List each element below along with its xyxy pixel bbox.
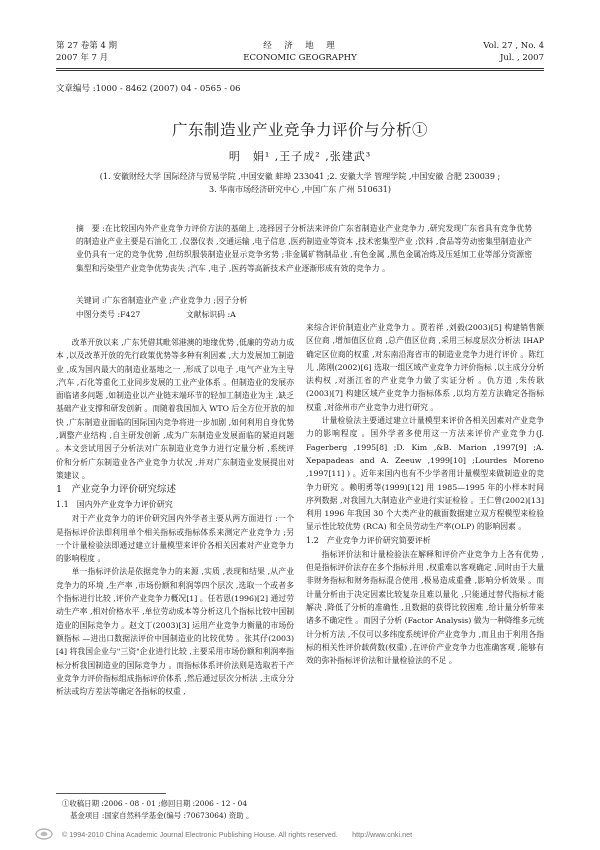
affiliation-line: (1. 安徽财经大学 国际经济与贸易学院 ,中国安徽 蚌埠 233041 ;2. 安徽大学 管理学院 ,中国安徽 合肥 230039 ;: [99, 172, 501, 181]
header-date-en: Jul. , 2007: [499, 53, 544, 63]
abstract: 摘 要 :在比较国内外产业竞争力评价方法的基础上 ,选择因子分析法来评价广东省制造业产业竞争力 ,研究发现广东省具有竞争优势的制造业产业主要是石油化工 ,仪器仪表 ,交通运输 ,电子信息 ,医药制造业等资本 ,技术密集型产业 ;饮料 ,食品等劳动密集型制造业产业仍具有一定的竞争优势 ,但纺织服装制造业显示竞争劣势 ;非金属矿物制品业 ,有色金属 ,黑色金属冶炼及压延加工业等部分资源密集型和污染型产业竞争优势丧失 ;汽车 ,电子 ,医药等高新技术产业逐渐形成有效的竞争力 。: [76, 224, 532, 273]
journal-name-cn: 经 济 地 理: [263, 41, 337, 51]
footnotes: [62, 798, 253, 821]
header-rule: [56, 68, 544, 69]
footnote-rule: [56, 793, 166, 794]
cnki-logo-icon: [34, 826, 54, 842]
affiliations: [60, 170, 540, 196]
footnote-received: ①收稿日期 :2006 - 08 - 01 ;修回日期 :2006 - 12 - 04: [62, 799, 248, 808]
header-volume: 第 27 卷第 4 期: [56, 41, 118, 51]
body-paragraph: 来综合评价制造业产业竞争力 。贾若祥 ,刘毅(2003)[5] 构建销售额区位商 ,增加值区位商 ,总产值区位商 ,采用三标度层次分析法 IHAP 确定区位商的权重 ,对东南沿海省市的制造业竞争力进行评价 。陈红儿 ,陈刚(2002)[6] 选取一组区域产业竞争力评价指标 ,以主成分分析法构权 ,对浙江省的产业竞争力做了实证分析 。仇方道 ,朱传耿(2003)[7] 构建区域产业竞争力指标体系 ,以均方差方法确定各指标权重 ,对徐州市产业竞争力进行研究 。: [306, 323, 544, 412]
copyright-notice: © 1994-2010 China Academic Journal Electronic Publishing House. All rights reserved. http://www.cnki.net: [62, 830, 413, 839]
classification-row: [76, 308, 532, 321]
page-title: 广东制造业产业竞争力评价与分析①: [171, 121, 428, 139]
header-left: [56, 40, 117, 64]
subsection-heading: 1.2 产业竞争力评价研究简要评析: [306, 535, 431, 545]
footnote-funding: 基金项目 :国家自然科学基金(编号 :70673064) 资助 。: [70, 810, 254, 820]
subsection-heading: 1.1 国内外产业竞争力评价研究: [56, 500, 173, 510]
left-column: [56, 336, 294, 698]
header-right: [430, 40, 544, 64]
keywords: 关键词 :广东省制造业产业 ;产业竞争力 ;因子分析: [76, 296, 248, 305]
header-date: 2007 年 7 月: [56, 53, 109, 63]
header-rule-thin: [56, 70, 544, 71]
body-paragraph: 对于产业竞争力的评价研究国内外学者主要从两方面进行 :一个是指标评价法即利用单个相关指标或指标体系来测定产业竞争力 ;另一个计量检验法即通过建立计量模型来评价各相关因素对产业竞争力的影响程度 。: [56, 514, 294, 564]
authors: 明 娟¹ ,王子成² ,张建武³: [228, 150, 372, 163]
body-paragraph: 改革开放以来 ,广东凭借其毗邻港澳的地缘优势 ,低廉的劳动力成本 ,以及改革开放的先行政策优势等多种有利因素 ,大力发展加工制造业 ,成为国内最大的制造业基地之一 ,形成了以电子 ,电气产业为主导 ,汽车 ,石化等重化工业同步发展的工业产业体系 。但制造业的发展亦面临诸多问题 ,如制造业以产业链末端环节的轻加工制造业为主 ,缺乏基础产业支撑和研发创新 。而随着我国加入 WTO 后全方位开放的加快 ,广东制造业面临的国际国内竞争将进一步加剧 ,如何利用自身优势 ,调整产业结构 ,自主研发创新 ,成为广东制造业发展面临的紧迫问题 。本文尝试用因子分析法对广东制造业竞争力进行定量分析 ,系统评价和分析广东制造业各产业竞争力状况 ,并对广东制造业发展提出对策建议 。: [56, 338, 294, 480]
header-center: [200, 40, 400, 64]
section-heading: 1 产业竞争力评价研究综述: [56, 484, 177, 496]
right-column: [306, 321, 544, 667]
header-vol-en: Vol. 27 , No. 4: [483, 41, 544, 51]
body-paragraph: 单一指标评价法是依据竞争力的来源 ,实质 ,表现和结果 ,从产业竞争力的环境 ,生产率 ,市场份额和利润等四个层次 ,选取一个或者多个指标进行比较 ,评价产业竞争力概况[1] 。任若恩(1996)[2] 通过劳动生产率 ,相对价格水平 ,单位劳动成本等分析这几个指标比较中国制造业的国际竞争力 。赵文丁(2003)[3] 运用产业竞争力衡量的市场份额指标 —进出口数据法评价中国制造业的比较优势 。张其仔(2003)[4] 将我国企业与"三资"企业进行比较 ,主要采用市场份额和利润率指标分析我国制造业的国际竞争力 。而指标体系评价法则是选取若干产业竞争力评价指标组成指标评价体系 ,然后通过层次分析法 ,主成分分析法或均方差法等确定各指标的权重 ,: [56, 567, 294, 697]
article-number: 文章编号 :1000 - 8462 (2007) 04 - 0565 - 06: [56, 84, 241, 94]
affiliation-line: 3. 华南市场经济研究中心 ,中国广东 广州 510631): [208, 185, 391, 194]
document-code: 文献标识码 :A: [186, 310, 236, 319]
clc-number: 中图分类号 :F427: [76, 310, 141, 319]
body-paragraph: 指标评价法和计量检验法在解释和评价产业竞争力上各有优势 ,但是指标评价法存在多个指标并用 ,权重难以客观确定 ,同时由于大量非财务指标和财务指标混合使用 ,极易造成重叠 ,影响分析效果 。而计量分析由于决定因素比较复杂且难以量化 ,只能通过替代指标才能解决 ,降低了分析的准确性 ,且数据的获得比较困难 ,给计量分析带来诸多不确定性 。而因子分析 (Factor Analysis) 做为一种降维多元统计分析方法 ,不仅可以多纬度系统评价产业竞争力 ,而且由于利用各指标的相关性评价载荷数(权重) ,在评价产业竞争力也准确客观 ,能够有效的弥补指标评价法和计量检验法的不足 。: [306, 549, 544, 666]
body-paragraph: 计量检验法主要通过建立计量模型来评价各相关因素对产业竞争力的影响程度 。国外学者多使用这一方法来评价产业竞争力(J. Fagerberg ,1995[8] ;D. Kim ,&B. Marion ,1997[9] ;A. Xepapadeas and A. Zeeuw ,1999[10] ;Lourdes Moreno ,1997[11] ) 。近年来国内也有不少学者用计量模型来做制造业的竞争力研究 。赖明勇等(1999)[12] 用 1985—1995 年的小样本时间序列数据 ,对我国九大制造业产业进行实证检验 。王仁曾(2002)[13] 利用 1996 年我国 30 个大类产业的截面数据建立双方程模型来检验显示性比较优势 (RCA) 和全员劳动生产率(OLP) 的影响因素 。: [306, 416, 544, 532]
journal-name-en: ECONOMIC GEOGRAPHY: [243, 53, 357, 63]
